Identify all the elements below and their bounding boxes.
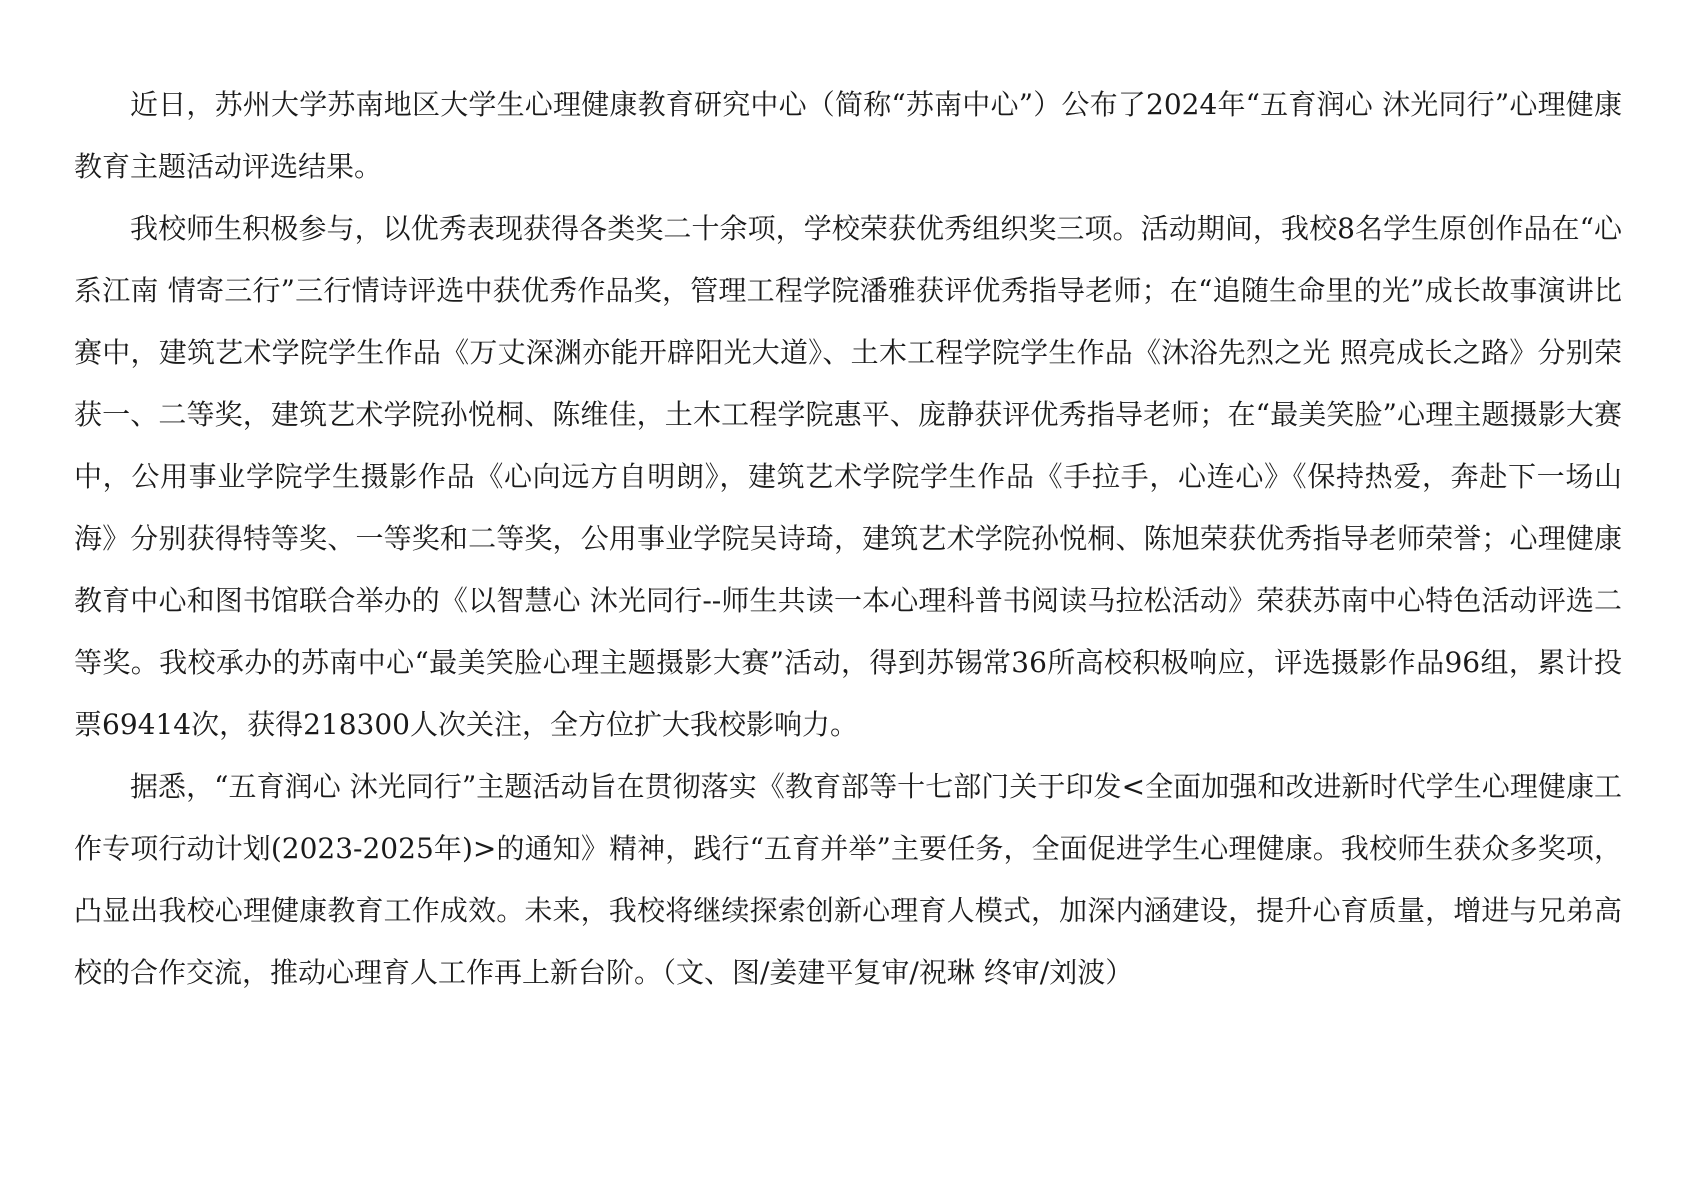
paragraph-awards: 我校师生积极参与，以优秀表现获得各类奖二十余项，学校荣获优秀组织奖三项。活动期间，我校8名学生原创作品在“心系江南 情寄三行”三行情诗评选中获优秀作品奖，管理工程学院潘雅获评优秀指导老师；在“追随生命里的光”成长故事演讲比赛中，建筑艺术学院学生作品《万丈深渊亦能开辟阳光大道》、土木工程学院学生作品《沐浴先烈之光 照亮成长之路》分别荣获一、二等奖，建筑艺术学院孙悦桐、陈维佳，土木工程学院惠平、庞静获评优秀指导老师；在“最美笑脸”心理主题摄影大赛中，公用事业学院学生摄影作品《心向远方自明朗》，建筑艺术学院学生作品《手拉手，心连心》《保持热爱，奔赴下一场山海》分别获得特等奖、一等奖和二等奖，公用事业学院吴诗琦，建筑艺术学院孙悦桐、陈旭荣获优秀指导老师荣誉；心理健康教育中心和图书馆联合举办的《以智慧心 沐光同行--师生共读一本心理科普书阅读马拉松活动》荣获苏南中心特色活动评选二等奖。我校承办的苏南中心“最美笑脸心理主题摄影大赛”活动，得到苏锡常36所高校积极响应，评选摄影作品96组，累计投票69414次，获得218300人次关注，全方位扩大我校影响力。	[74, 212, 1622, 741]
paragraph-summary: 据悉，“五育润心 沐光同行”主题活动旨在贯彻落实《教育部等十七部门关于印发<全面加强和改进新时代学生心理健康工作专项行动计划(2023-2025年)>的通知》精神，践行“五育并举”主要任务，全面促进学生心理健康。我校师生获众多奖项，凸显出我校心理健康教育工作成效。未来，我校将继续探索创新心理育人模式，加深内涵建设，提升心育质量，增进与兄弟高校的合作交流，推动心理育人工作再上新台阶。（文、图/姜建平复审/祝琳 终审/刘波）	[74, 770, 1622, 989]
article-body	[74, 74, 1622, 1004]
paragraph-intro: 近日，苏州大学苏南地区大学生心理健康教育研究中心（简称“苏南中心”）公布了2024年“五育润心 沐光同行”心理健康教育主题活动评选结果。	[74, 88, 1622, 183]
